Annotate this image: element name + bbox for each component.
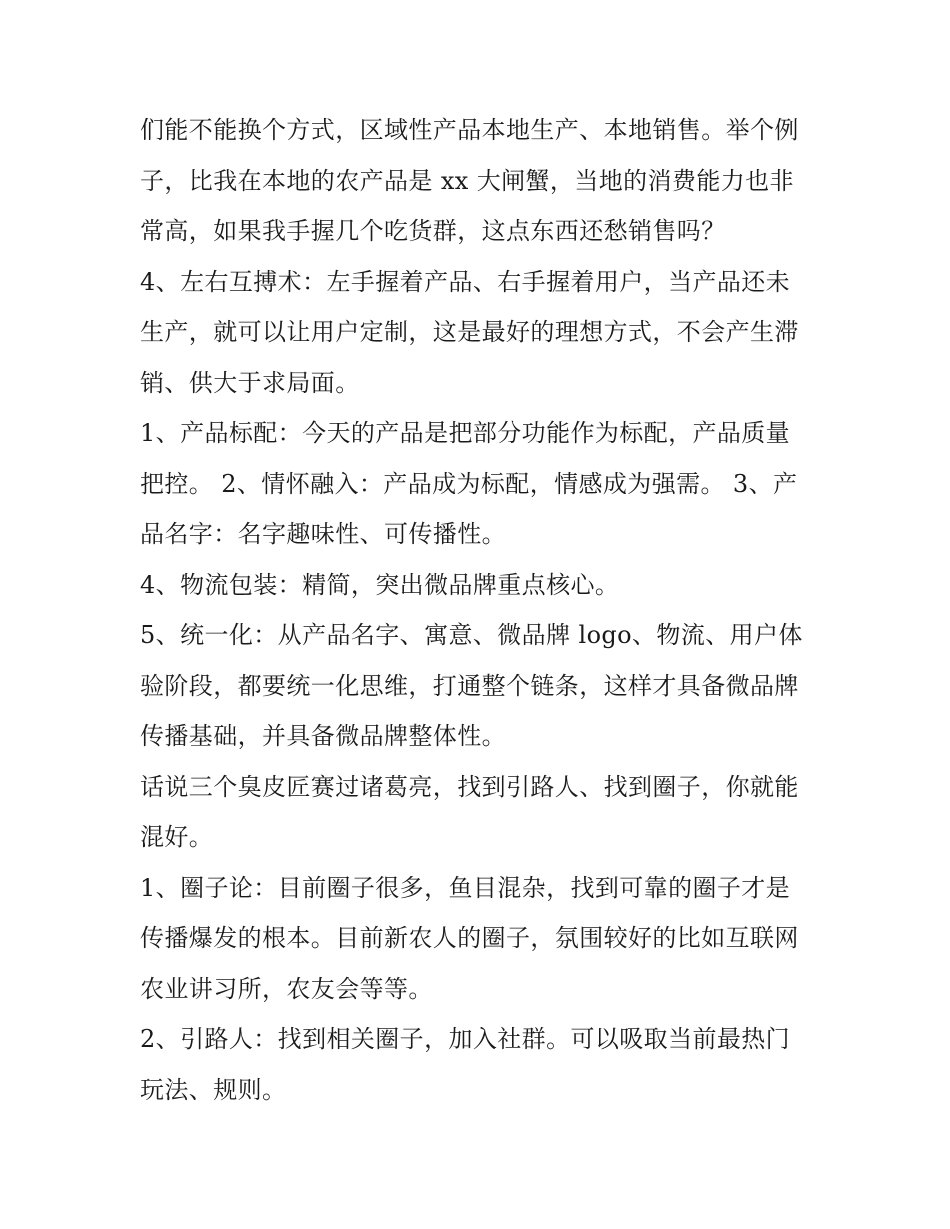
text-line: 玩法、规则。 <box>140 1076 287 1104</box>
text-line: 农业讲习所，农友会等等。 <box>140 975 433 1003</box>
text-line: 1、产品标配：今天的产品是把部分功能作为标配，产品质量 <box>140 419 791 447</box>
text-line: 销、供大于求局面。 <box>140 369 360 397</box>
text-line: 混好。 <box>140 823 214 851</box>
text-line: 传播爆发的根本。目前新农人的圈子，氛围较好的比如互联网 <box>140 924 799 952</box>
text-line: 们能不能换个方式，区域性产品本地生产、本地销售。举个例 <box>140 116 799 144</box>
text-line: 把控。 2、情怀融入：产品成为标配，情感成为强需。 3、产 <box>140 470 798 498</box>
text-line: 5、统一化：从产品名字、寓意、微品牌 logo、物流、用户体 <box>140 621 803 649</box>
text-line: 品名字：名字趣味性、可传播性。 <box>140 520 506 548</box>
text-line: 2、引路人：找到相关圈子，加入社群。可以吸取当前最热门 <box>140 1025 791 1053</box>
text-line: 生产，就可以让用户定制，这是最好的理想方式，不会产生滞 <box>140 318 799 346</box>
text-line: 传播基础，并具备微品牌整体性。 <box>140 722 506 750</box>
text-line: 话说三个臭皮匠赛过诸葛亮，找到引路人、找到圈子，你就能 <box>140 773 799 801</box>
text-line: 验阶段，都要统一化思维，打通整个链条，这样才具备微品牌 <box>140 672 799 700</box>
text-line: 1、圈子论：目前圈子很多，鱼目混杂，找到可靠的圈子才是 <box>140 874 791 902</box>
text-line: 4、左右互搏术：左手握着产品、右手握着用户，当产品还未 <box>140 268 791 296</box>
text-line: 子，比我在本地的农产品是 xx 大闸蟹，当地的消费能力也非 <box>140 167 794 195</box>
text-line: 4、物流包装：精简，突出微品牌重点核心。 <box>140 571 620 599</box>
text-line: 常高，如果我手握几个吃货群，这点东西还愁销售吗？ <box>140 217 726 245</box>
